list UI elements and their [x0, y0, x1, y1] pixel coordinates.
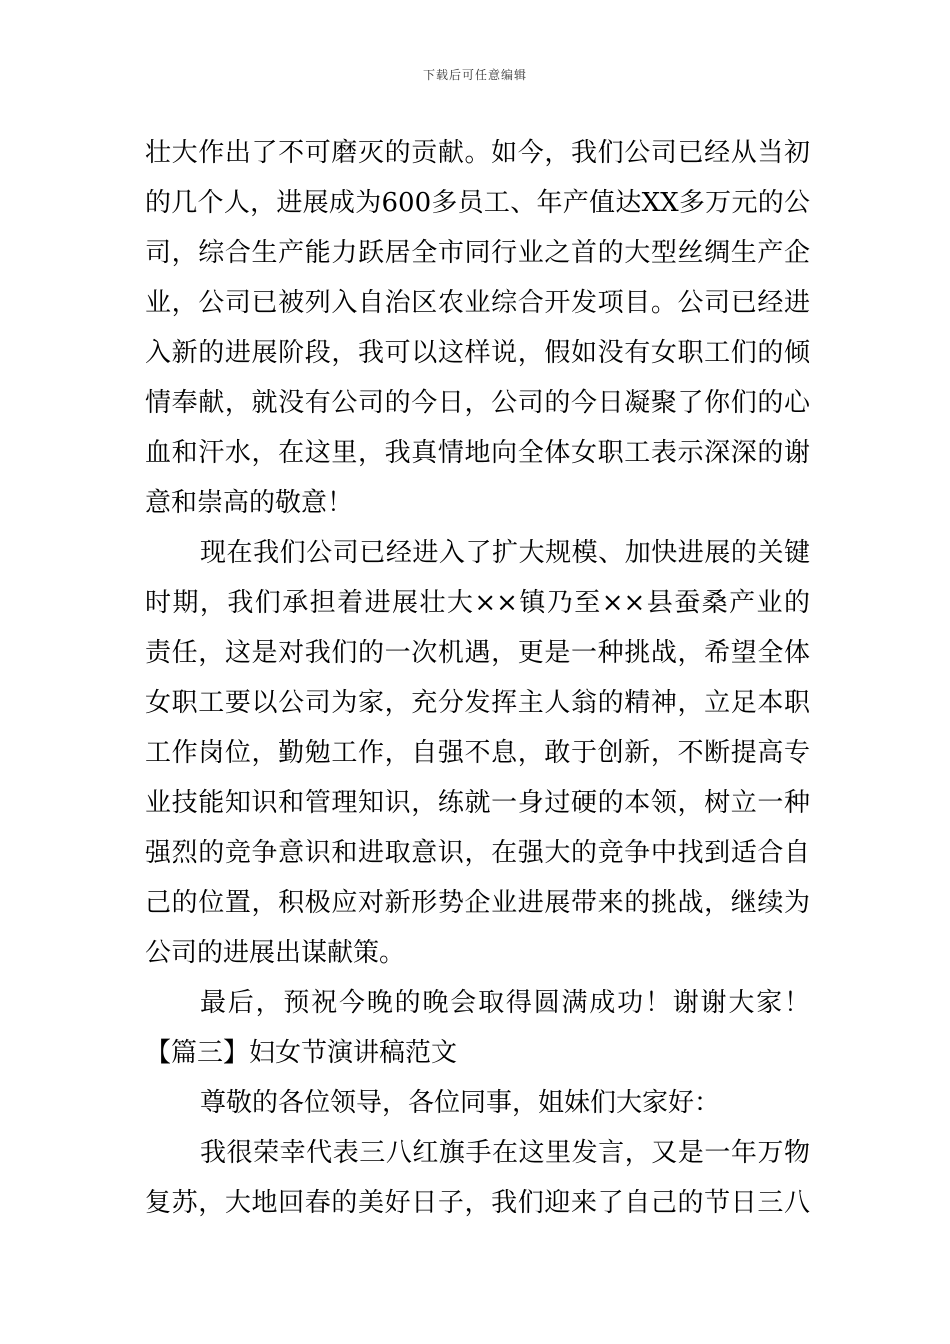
text-line: 工作岗位，勤勉工作，自强不息，敢于创新，不断提高专	[145, 738, 810, 768]
paragraph-1	[145, 128, 810, 528]
section-title: 【篇三】妇女节演讲稿范文	[145, 1038, 458, 1068]
text-line: 复苏，大地回春的美好日子，我们迎来了自己的节日三八	[145, 1188, 810, 1218]
text-line: 入新的进展阶段，我可以这样说，假如没有女职工们的倾	[145, 338, 810, 368]
text-line: 强烈的竞争意识和进取意识，在强大的竞争中找到适合自	[145, 838, 810, 868]
salutation	[145, 1078, 810, 1128]
text-line: 业技能知识和管理知识，练就一身过硬的本领，树立一种	[145, 788, 810, 818]
text-line: 血和汗水，在这里，我真情地向全体女职工表示深深的谢	[145, 438, 810, 468]
text-line: 责任，这是对我们的一次机遇，更是一种挑战，希望全体	[145, 638, 810, 668]
text-line: 情奉献，就没有公司的今日，公司的今日凝聚了你们的心	[145, 388, 810, 418]
text-line: 尊敬的各位领导，各位同事，姐妹们大家好：	[200, 1088, 721, 1118]
text-line: 司，综合生产能力跃居全市同行业之首的大型丝绸生产企	[145, 238, 810, 268]
text-line: 时期，我们承担着进展壮大××镇乃至××县蚕桑产业的	[145, 588, 810, 618]
paragraph-3	[145, 978, 810, 1028]
text-line: 最后，预祝今晚的晚会取得圆满成功！谢谢大家！	[200, 988, 810, 1018]
document-body	[145, 128, 810, 1228]
text-line: 的几个人，进展成为600多员工、年产值达XX多万元的公	[145, 188, 810, 218]
paragraph-4	[145, 1128, 810, 1228]
text-line: 意和崇高的敬意！	[145, 488, 354, 518]
text-line: 己的位置，积极应对新形势企业进展带来的挑战，继续为	[145, 888, 810, 918]
text-line: 业，公司已被列入自治区农业综合开发项目。公司已经进	[145, 288, 810, 318]
paragraph-2	[145, 528, 810, 978]
text-line: 公司的进展出谋献策。	[145, 938, 406, 968]
text-line: 女职工要以公司为家，充分发挥主人翁的精神，立足本职	[145, 688, 810, 718]
text-line: 现在我们公司已经进入了扩大规模、加快进展的关键	[200, 538, 810, 568]
header-note: 下载后可任意编辑	[422, 68, 527, 82]
text-line: 我很荣幸代表三八红旗手在这里发言，又是一年万物	[200, 1138, 810, 1168]
text-line: 壮大作出了不可磨灭的贡献。如今，我们公司已经从当初	[145, 138, 810, 168]
section-heading	[145, 1028, 810, 1078]
